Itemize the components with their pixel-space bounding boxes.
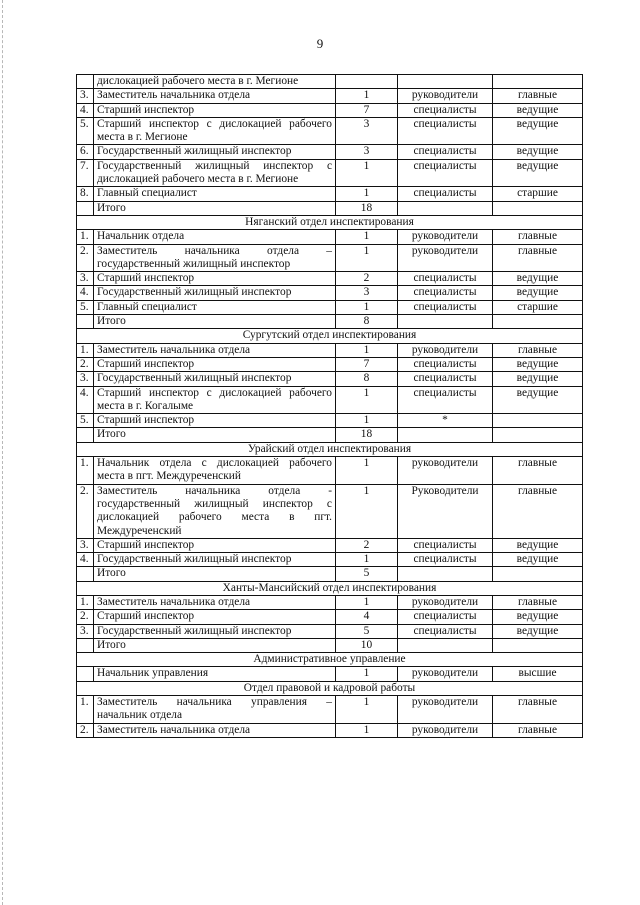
group-cell: главные <box>493 244 583 272</box>
group-cell: ведущие <box>493 272 583 286</box>
staff-table-body <box>77 75 583 738</box>
row-number-cell: 1. <box>77 696 94 724</box>
staff-count-cell: 1 <box>336 595 398 609</box>
group-cell: ведущие <box>493 624 583 638</box>
row-number-cell: 1. <box>77 457 94 485</box>
section-header-row <box>77 442 583 456</box>
total-row <box>77 428 583 442</box>
position-name-cell: Итого <box>94 638 336 652</box>
table-row <box>77 103 583 117</box>
table-row <box>77 117 583 145</box>
position-name-cell: дислокацией рабочего места в г. Мегионе <box>94 75 336 89</box>
staff-count-cell: 1 <box>336 343 398 357</box>
position-name-cell: Старший инспектор <box>94 610 336 624</box>
position-name-cell: Заместитель начальника отдела <box>94 595 336 609</box>
group-cell: ведущие <box>493 286 583 300</box>
category-cell: руководители <box>398 244 493 272</box>
section-title: Отдел правовой и кадровой работы <box>77 681 583 695</box>
group-cell: главные <box>493 89 583 103</box>
category-cell: специалисты <box>398 372 493 386</box>
table-row <box>77 696 583 724</box>
position-name-cell: Итого <box>94 201 336 215</box>
row-number-cell: 5. <box>77 117 94 145</box>
section-header-row <box>77 653 583 667</box>
category-cell <box>398 75 493 89</box>
staff-count-cell: 1 <box>336 723 398 737</box>
category-cell: специалисты <box>398 386 493 414</box>
staff-count-cell: 3 <box>336 145 398 159</box>
page-number: 9 <box>316 36 324 51</box>
row-number-cell: 3. <box>77 538 94 552</box>
category-cell: специалисты <box>398 357 493 371</box>
group-cell: ведущие <box>493 610 583 624</box>
staff-count-cell <box>336 75 398 89</box>
position-name-cell: Заместитель начальника отдела <box>94 343 336 357</box>
group-cell: ведущие <box>493 538 583 552</box>
staff-count-cell: 4 <box>336 610 398 624</box>
staff-count-cell: 1 <box>336 457 398 485</box>
table-row <box>77 187 583 201</box>
total-row <box>77 315 583 329</box>
row-number-cell: 5. <box>77 414 94 428</box>
position-name-cell: Старший инспектор <box>94 103 336 117</box>
staff-table <box>76 74 583 738</box>
category-cell: специалисты <box>398 103 493 117</box>
category-cell: руководители <box>398 667 493 681</box>
category-cell: руководители <box>398 723 493 737</box>
category-cell: специалисты <box>398 538 493 552</box>
group-cell: ведущие <box>493 357 583 371</box>
row-number-cell: 2. <box>77 357 94 371</box>
table-row <box>77 484 583 538</box>
position-name-cell: Государственный жилищный инспектор <box>94 372 336 386</box>
section-header-row <box>77 681 583 695</box>
staff-count-cell: 2 <box>336 538 398 552</box>
staff-count-cell: 7 <box>336 357 398 371</box>
table-row <box>77 230 583 244</box>
row-number-cell: 2. <box>77 484 94 538</box>
group-cell: главные <box>493 343 583 357</box>
table-row <box>77 667 583 681</box>
position-name-cell: Старший инспектор с дислокацией рабочего места в г. Когалыме <box>94 386 336 414</box>
row-number-cell: 4. <box>77 286 94 300</box>
category-cell <box>398 638 493 652</box>
table-row <box>77 272 583 286</box>
section-header-row <box>77 215 583 229</box>
category-cell: * <box>398 414 493 428</box>
table-row <box>77 357 583 371</box>
position-name-cell: Итого <box>94 428 336 442</box>
position-name-cell: Итого <box>94 567 336 581</box>
position-name-cell: Государственный жилищный инспектор <box>94 624 336 638</box>
staff-count-cell: 1 <box>336 89 398 103</box>
page-edge-line <box>2 0 3 905</box>
section-title: Няганский отдел инспектирования <box>77 215 583 229</box>
row-number-cell: 2. <box>77 610 94 624</box>
group-cell <box>493 638 583 652</box>
group-cell <box>493 75 583 89</box>
group-cell: главные <box>493 484 583 538</box>
table-row <box>77 457 583 485</box>
staff-count-cell: 5 <box>336 567 398 581</box>
table-row <box>77 286 583 300</box>
staff-count-cell: 2 <box>336 272 398 286</box>
table-row <box>77 300 583 314</box>
category-cell: руководители <box>398 696 493 724</box>
category-cell: специалисты <box>398 187 493 201</box>
staff-count-cell: 3 <box>336 286 398 300</box>
staff-count-cell: 1 <box>336 230 398 244</box>
row-number-cell: 2. <box>77 244 94 272</box>
category-cell: руководители <box>398 457 493 485</box>
group-cell: главные <box>493 457 583 485</box>
category-cell: специалисты <box>398 553 493 567</box>
staff-count-cell: 1 <box>336 244 398 272</box>
staff-count-cell: 1 <box>336 484 398 538</box>
position-name-cell: Старший инспектор <box>94 272 336 286</box>
category-cell <box>398 567 493 581</box>
staff-count-cell: 1 <box>336 159 398 187</box>
group-cell: ведущие <box>493 159 583 187</box>
position-name-cell: Начальник отдела с дислокацией рабочего места в пгт. Междуреченский <box>94 457 336 485</box>
position-name-cell: Главный специалист <box>94 300 336 314</box>
row-number-cell <box>77 667 94 681</box>
category-cell: руководители <box>398 230 493 244</box>
row-number-cell: 1. <box>77 595 94 609</box>
total-row <box>77 201 583 215</box>
row-number-cell: 4. <box>77 386 94 414</box>
group-cell: главные <box>493 696 583 724</box>
position-name-cell: Заместитель начальника отдела <box>94 723 336 737</box>
staff-count-cell: 1 <box>336 414 398 428</box>
table-row <box>77 89 583 103</box>
position-name-cell: Заместитель начальника управления – начальник отдела <box>94 696 336 724</box>
table-row <box>77 244 583 272</box>
row-number-cell: 1. <box>77 343 94 357</box>
row-number-cell: 4. <box>77 103 94 117</box>
group-cell: старшие <box>493 187 583 201</box>
section-title: Сургутский отдел инспектирования <box>77 329 583 343</box>
category-cell <box>398 201 493 215</box>
position-name-cell: Заместитель начальника отдела - государственный жилищный инспектор с дислокацией рабочего места в пгт. Междуреченский <box>94 484 336 538</box>
table-row <box>77 624 583 638</box>
category-cell: специалисты <box>398 300 493 314</box>
staff-count-cell: 3 <box>336 117 398 145</box>
position-name-cell: Старший инспектор <box>94 538 336 552</box>
section-title: Административное управление <box>77 653 583 667</box>
category-cell <box>398 428 493 442</box>
table-row <box>77 723 583 737</box>
row-number-cell: 3. <box>77 372 94 386</box>
table-row <box>77 159 583 187</box>
group-cell: ведущие <box>493 145 583 159</box>
section-title: Ханты-Мансийский отдел инспектирования <box>77 581 583 595</box>
row-number-cell <box>77 201 94 215</box>
staff-count-cell: 18 <box>336 428 398 442</box>
category-cell: Руководители <box>398 484 493 538</box>
group-cell <box>493 414 583 428</box>
group-cell: высшие <box>493 667 583 681</box>
row-number-cell: 7. <box>77 159 94 187</box>
row-number-cell: 5. <box>77 300 94 314</box>
staff-count-cell: 18 <box>336 201 398 215</box>
row-number-cell <box>77 75 94 89</box>
staff-count-cell: 5 <box>336 624 398 638</box>
position-name-cell: Государственный жилищный инспектор <box>94 286 336 300</box>
category-cell: специалисты <box>398 624 493 638</box>
group-cell: главные <box>493 230 583 244</box>
position-name-cell: Начальник отдела <box>94 230 336 244</box>
table-row <box>77 343 583 357</box>
group-cell: главные <box>493 723 583 737</box>
group-cell: старшие <box>493 300 583 314</box>
position-name-cell: Заместитель начальника отдела – государственный жилищный инспектор <box>94 244 336 272</box>
group-cell: ведущие <box>493 117 583 145</box>
staff-count-cell: 1 <box>336 667 398 681</box>
staff-count-cell: 10 <box>336 638 398 652</box>
group-cell: ведущие <box>493 386 583 414</box>
category-cell: специалисты <box>398 272 493 286</box>
staff-count-cell: 7 <box>336 103 398 117</box>
table-row <box>77 414 583 428</box>
position-name-cell: Главный специалист <box>94 187 336 201</box>
section-header-row <box>77 329 583 343</box>
category-cell: специалисты <box>398 159 493 187</box>
row-number-cell: 1. <box>77 230 94 244</box>
category-cell: специалисты <box>398 117 493 145</box>
position-name-cell: Государственный жилищный инспектор <box>94 553 336 567</box>
position-name-cell: Заместитель начальника отдела <box>94 89 336 103</box>
total-row <box>77 567 583 581</box>
section-header-row <box>77 581 583 595</box>
row-number-cell <box>77 315 94 329</box>
staff-count-cell: 1 <box>336 187 398 201</box>
position-name-cell: Начальник управления <box>94 667 336 681</box>
table-row <box>77 372 583 386</box>
staff-count-cell: 1 <box>336 386 398 414</box>
group-cell: ведущие <box>493 553 583 567</box>
section-title: Урайский отдел инспектирования <box>77 442 583 456</box>
group-cell <box>493 315 583 329</box>
staff-count-cell: 1 <box>336 696 398 724</box>
row-number-cell: 6. <box>77 145 94 159</box>
table-row <box>77 538 583 552</box>
category-cell: специалисты <box>398 610 493 624</box>
position-name-cell: Старший инспектор <box>94 357 336 371</box>
position-name-cell: Старший инспектор <box>94 414 336 428</box>
group-cell <box>493 428 583 442</box>
row-number-cell <box>77 428 94 442</box>
table-row <box>77 75 583 89</box>
position-name-cell: Государственный жилищный инспектор <box>94 145 336 159</box>
total-row <box>77 638 583 652</box>
group-cell: ведущие <box>493 372 583 386</box>
row-number-cell: 3. <box>77 272 94 286</box>
table-row <box>77 145 583 159</box>
row-number-cell: 8. <box>77 187 94 201</box>
position-name-cell: Старший инспектор с дислокацией рабочего места в г. Мегионе <box>94 117 336 145</box>
table-row <box>77 595 583 609</box>
row-number-cell <box>77 567 94 581</box>
category-cell: руководители <box>398 89 493 103</box>
table-row <box>77 553 583 567</box>
staff-count-cell: 8 <box>336 315 398 329</box>
row-number-cell: 3. <box>77 89 94 103</box>
row-number-cell <box>77 638 94 652</box>
category-cell: руководители <box>398 595 493 609</box>
group-cell: ведущие <box>493 103 583 117</box>
position-name-cell: Итого <box>94 315 336 329</box>
group-cell <box>493 201 583 215</box>
position-name-cell: Государственный жилищный инспектор с дислокацией рабочего места в г. Мегионе <box>94 159 336 187</box>
group-cell: главные <box>493 595 583 609</box>
row-number-cell: 3. <box>77 624 94 638</box>
category-cell <box>398 315 493 329</box>
category-cell: специалисты <box>398 145 493 159</box>
staff-count-cell: 1 <box>336 553 398 567</box>
table-row <box>77 386 583 414</box>
category-cell: специалисты <box>398 286 493 300</box>
staff-count-cell: 1 <box>336 300 398 314</box>
row-number-cell: 4. <box>77 553 94 567</box>
category-cell: руководители <box>398 343 493 357</box>
group-cell <box>493 567 583 581</box>
table-row <box>77 610 583 624</box>
staff-count-cell: 8 <box>336 372 398 386</box>
row-number-cell: 2. <box>77 723 94 737</box>
